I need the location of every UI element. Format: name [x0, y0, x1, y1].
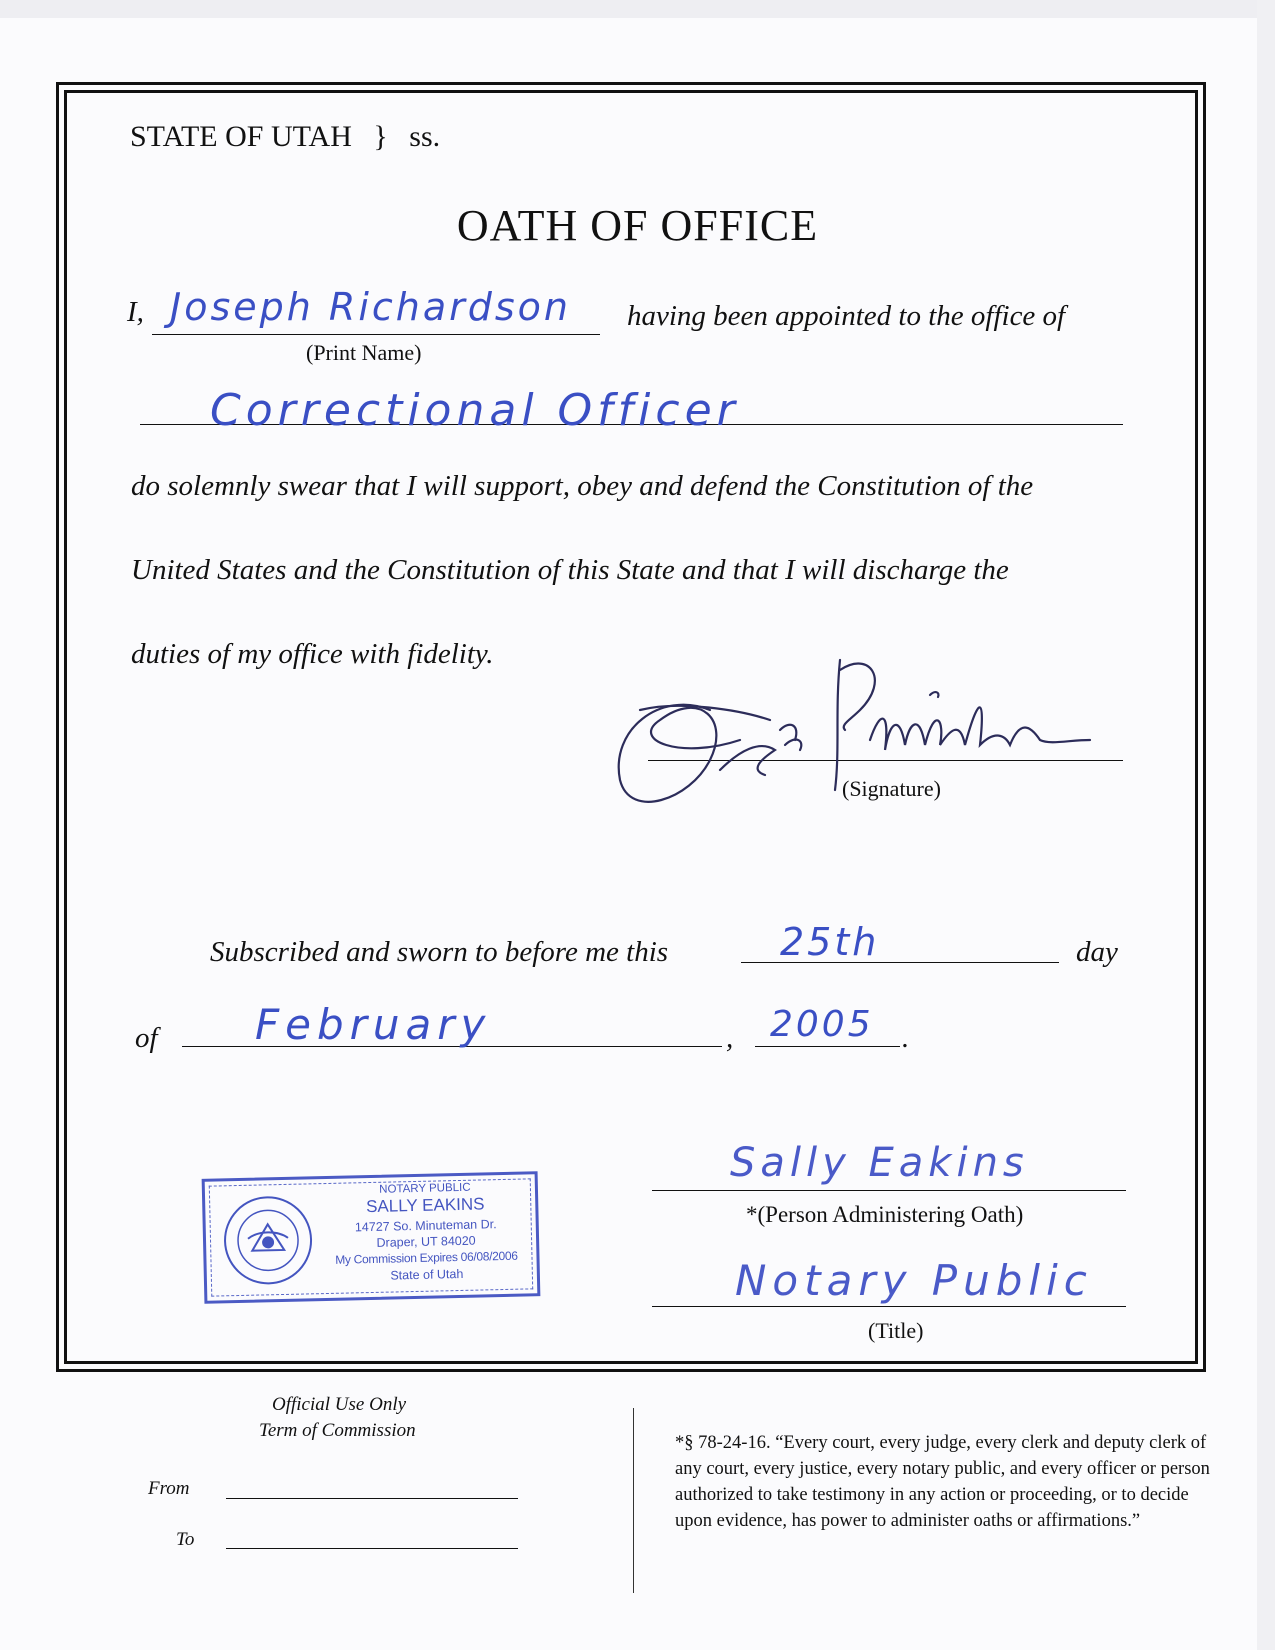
- month-comma: ,: [726, 1022, 734, 1054]
- print-name-line: [152, 334, 600, 335]
- stamp-state: State of Utah: [390, 1266, 464, 1283]
- oath-text-line-2: United States and the Constitution of this State and that I will discharge the: [131, 554, 1009, 586]
- document-title: OATH OF OFFICE: [456, 201, 819, 250]
- of-label: of: [135, 1022, 158, 1054]
- print-name-value: Joseph Richardson: [170, 285, 572, 329]
- print-name-caption: (Print Name): [306, 340, 422, 365]
- administering-signature-value: Sally Eakins: [730, 1140, 1029, 1186]
- year-value: 2005: [770, 1004, 874, 1045]
- term-of-commission: Term of Commission: [259, 1420, 416, 1441]
- office-value: Correctional Officer: [210, 385, 740, 436]
- day-value: 25th: [780, 920, 880, 964]
- official-use-heading: Official Use Only: [272, 1394, 407, 1415]
- title-value: Notary Public: [735, 1256, 1093, 1305]
- appointed-text: having been appointed to the office of: [627, 300, 1066, 332]
- day-label: day: [1076, 936, 1118, 968]
- oath-prefix: I,: [127, 296, 144, 328]
- oath-text-line-3: duties of my office with fidelity.: [131, 638, 494, 670]
- from-line: [226, 1498, 518, 1499]
- stamp-notary-name: SALLY EAKINS: [365, 1194, 485, 1217]
- title-line: [652, 1306, 1126, 1307]
- to-line: [226, 1548, 518, 1549]
- year-period: .: [902, 1022, 910, 1054]
- month-value: February: [255, 1000, 492, 1049]
- administering-signature-line: [652, 1190, 1126, 1191]
- notary-stamp: [202, 1171, 541, 1304]
- signature-caption: (Signature): [842, 776, 941, 801]
- stamp-address-2: Draper, UT 84020: [376, 1233, 476, 1250]
- state-name: STATE OF UTAH: [130, 120, 352, 153]
- oath-text-line-1: do solemnly swear that I will support, obey and defend the Constitution of the: [131, 470, 1034, 502]
- brace: }: [373, 120, 388, 153]
- statute-note: *§ 78-24-16. “Every court, every judge, every clerk and deputy clerk of any court, every justice, every notary public, and every officer or person authorized to take testimony in any action or proceeding, or to decide upon evidence, has power to administer oaths or affirmations.”: [675, 1433, 1210, 1531]
- footer-divider: [633, 1408, 634, 1593]
- stamp-commission: My Commission Expires 06/08/2006: [335, 1248, 518, 1267]
- state-header: [130, 120, 440, 154]
- state-seal-icon: [221, 1193, 315, 1287]
- subscribed-text: Subscribed and sworn to before me this: [210, 936, 669, 968]
- stamp-address-1: 14727 So. Minuteman Dr.: [354, 1217, 497, 1235]
- stamp-heading: NOTARY PUBLIC: [379, 1181, 471, 1196]
- ss-label: ss.: [409, 120, 441, 153]
- year-line: [755, 1046, 900, 1047]
- scan-edge-top: [0, 0, 1275, 18]
- title-caption: (Title): [868, 1318, 924, 1343]
- to-label: To: [176, 1529, 195, 1550]
- from-label: From: [148, 1478, 190, 1499]
- administering-caption: *(Person Administering Oath): [746, 1202, 1024, 1227]
